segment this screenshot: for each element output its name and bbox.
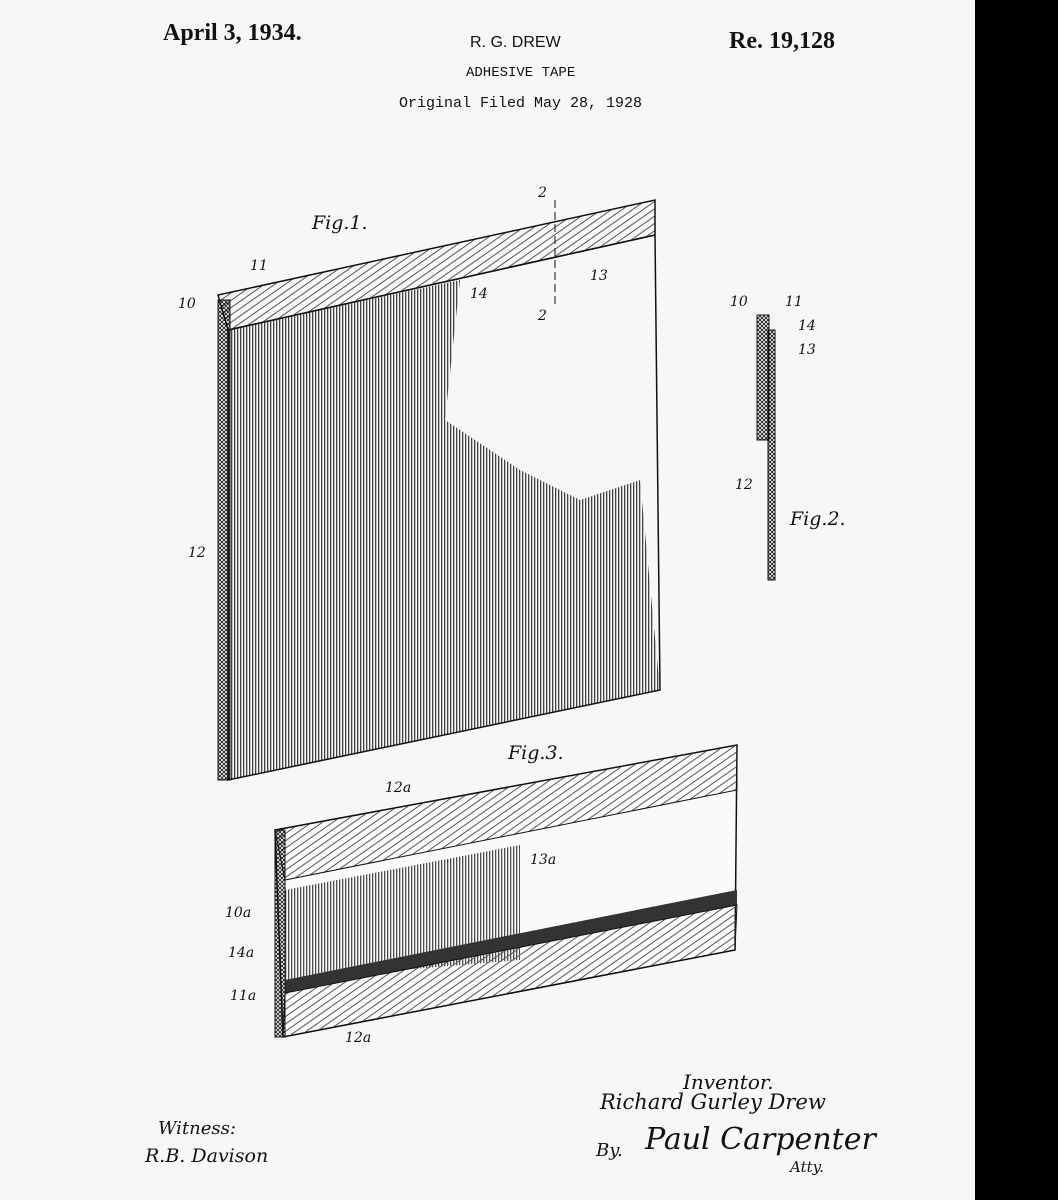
fig2-label: Fig.2. — [790, 508, 846, 530]
ref-14: 14 — [470, 286, 488, 302]
filing-date: Original Filed May 28, 1928 — [399, 95, 643, 112]
ref-13a: 13a — [530, 852, 557, 868]
ref-10a: 10a — [225, 905, 252, 921]
ref-14a: 14a — [228, 945, 255, 961]
ref-13: 13 — [798, 342, 816, 358]
reissue-number: Re. 19,128 — [729, 28, 835, 54]
patent-date: April 3, 1934. — [163, 20, 302, 46]
inventor-name: R. G. DREW — [470, 34, 561, 51]
attorney-signature: Paul Carpenter — [645, 1122, 876, 1157]
atty-label: Atty. — [790, 1158, 824, 1176]
fig3-label: Fig.3. — [508, 742, 564, 764]
witness-label: Witness: — [158, 1118, 236, 1139]
ref-12: 12 — [735, 477, 753, 493]
figure-3-drawing — [275, 745, 737, 1037]
ref-10: 10 — [178, 296, 196, 312]
inventor-label: Inventor. — [683, 1070, 774, 1094]
by-label: By. — [596, 1140, 623, 1161]
section-mark-top: 2 — [538, 185, 547, 201]
ref-11a: 11a — [230, 988, 257, 1004]
section-mark-bottom: 2 — [538, 308, 547, 324]
patent-title: ADHESIVE TAPE — [466, 65, 576, 81]
ref-11: 11 — [250, 258, 268, 274]
ref-11: 11 — [785, 294, 803, 310]
ref-10: 10 — [730, 294, 748, 310]
witness-signature: R.B. Davison — [145, 1145, 269, 1167]
figure-2-drawing — [757, 315, 775, 580]
ref-12a: 12a — [385, 780, 412, 796]
fig1-label: Fig.1. — [312, 212, 368, 234]
ref-12a-bottom: 12a — [345, 1030, 372, 1046]
ref-13: 13 — [590, 268, 608, 284]
ref-12: 12 — [188, 545, 206, 561]
figure-1-drawing — [218, 200, 660, 780]
inventor-signature: Richard Gurley Drew — [600, 1090, 826, 1114]
ref-14: 14 — [798, 318, 816, 334]
